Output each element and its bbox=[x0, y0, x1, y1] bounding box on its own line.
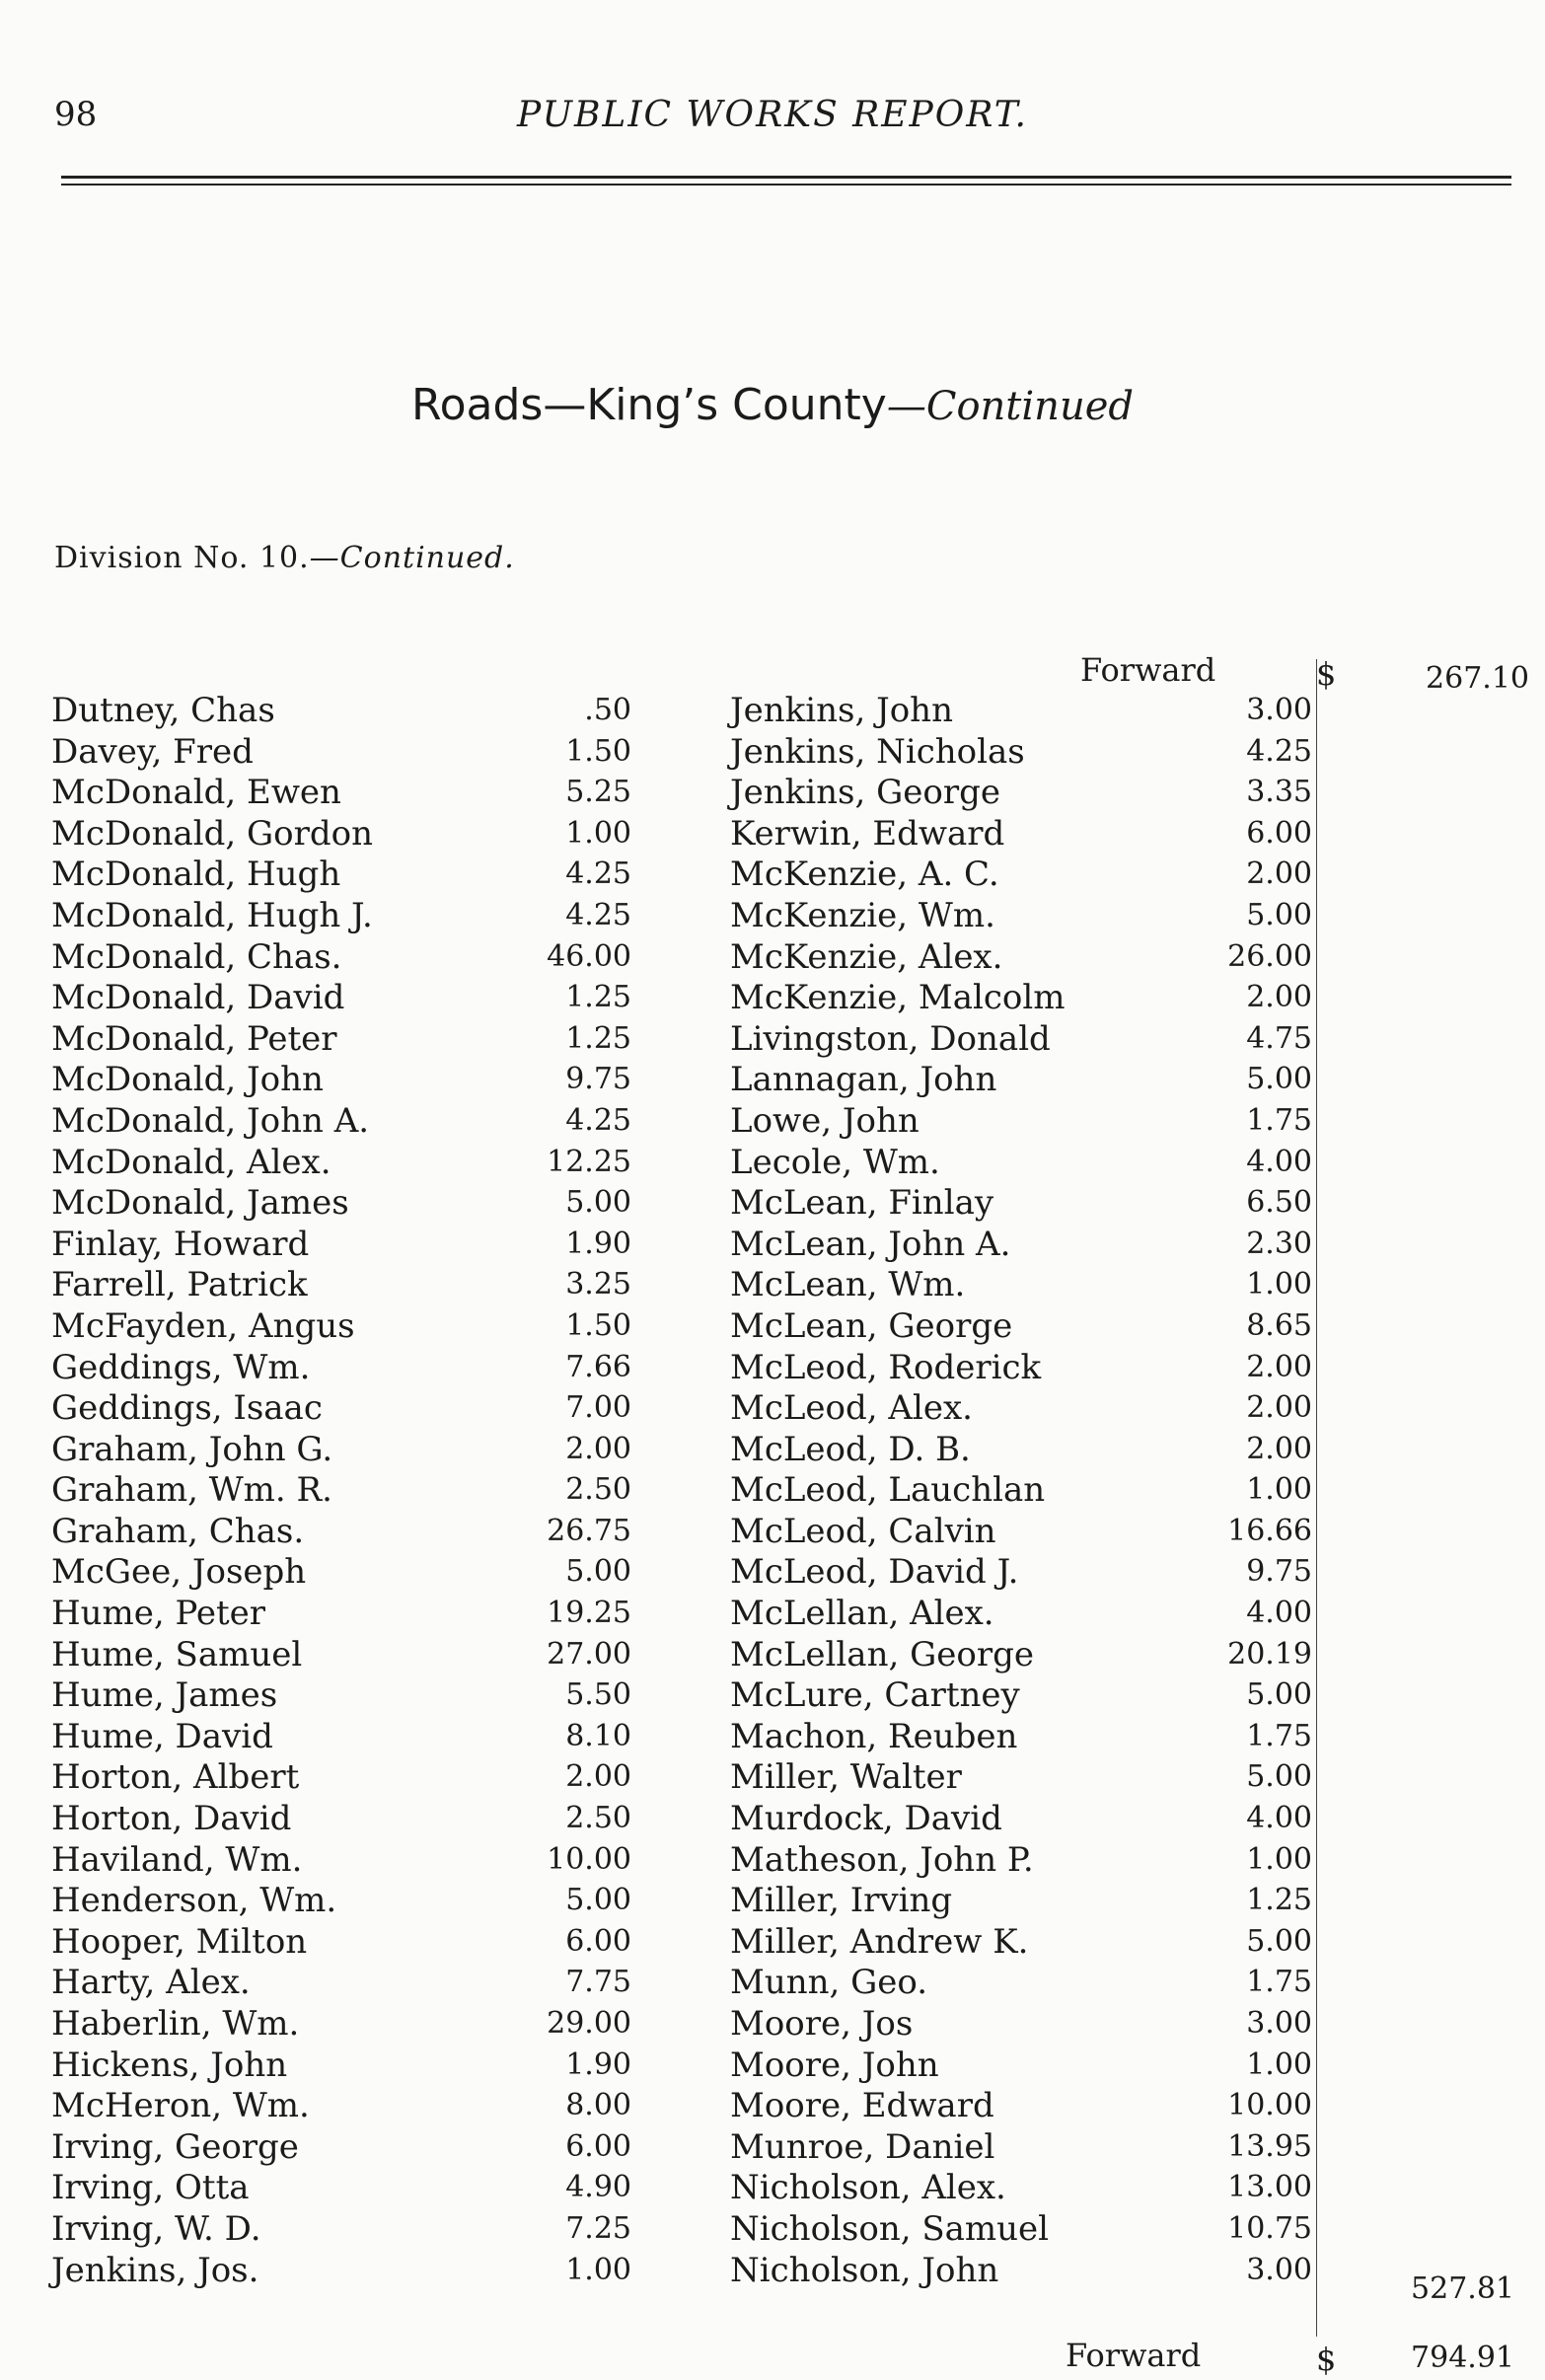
ledger-amount: 3.00 bbox=[1246, 2252, 1312, 2287]
ledger-row bbox=[51, 1019, 631, 1061]
ledger-amount: 1.50 bbox=[565, 733, 631, 769]
ledger-amount: 6.00 bbox=[565, 2128, 631, 2164]
ledger-row bbox=[51, 2127, 631, 2169]
ledger-row bbox=[730, 2209, 1312, 2251]
ledger-amount: 1.75 bbox=[1246, 1718, 1312, 1753]
ledger-amount: 2.00 bbox=[565, 1431, 631, 1466]
ledger-amount: 3.35 bbox=[1246, 775, 1312, 810]
ledger-name: Miller, Andrew K. bbox=[730, 1921, 1029, 1962]
ledger-amount: 4.25 bbox=[565, 856, 631, 892]
ledger-amount: 5.00 bbox=[565, 1883, 631, 1918]
ledger-row bbox=[51, 1717, 631, 1758]
ledger-amount: 5.00 bbox=[565, 1554, 631, 1590]
ledger-row bbox=[730, 1101, 1312, 1143]
ledger-amount: 10.00 bbox=[1227, 2088, 1312, 2123]
ledger-name: McGee, Joseph bbox=[51, 1552, 307, 1593]
ledger-name: Hume, Samuel bbox=[51, 1634, 303, 1674]
ledger-name: Graham, Chas. bbox=[51, 1511, 305, 1551]
ledger-row bbox=[730, 1799, 1312, 1840]
ledger-name: Moore, John bbox=[730, 2045, 939, 2085]
ledger-row bbox=[730, 691, 1312, 732]
ledger-amount: 1.00 bbox=[1246, 1841, 1312, 1877]
ledger-name: McLeod, Calvin bbox=[730, 1511, 996, 1551]
ledger-name: Haviland, Wm. bbox=[51, 1839, 303, 1880]
ledger-row bbox=[51, 1348, 631, 1389]
ledger-row bbox=[51, 1922, 631, 1964]
ledger-row bbox=[730, 1512, 1312, 1553]
ledger-row bbox=[730, 1265, 1312, 1306]
ledger-row bbox=[51, 1594, 631, 1635]
ledger-amount: 1.00 bbox=[1246, 1267, 1312, 1302]
ledger-name: Haberlin, Wm. bbox=[51, 2004, 300, 2044]
ledger-name: McDonald, Alex. bbox=[51, 1142, 331, 1182]
ledger-row bbox=[730, 1060, 1312, 1101]
ledger-amount: 2.00 bbox=[1246, 1349, 1312, 1384]
ledger-row bbox=[51, 896, 631, 937]
ledger-row bbox=[51, 1225, 631, 1266]
ledger-amount: 2.50 bbox=[565, 1472, 631, 1508]
forward-label-bottom: Forward bbox=[1066, 2337, 1202, 2374]
ledger-name: Lowe, John bbox=[730, 1100, 920, 1141]
ledger-row bbox=[51, 2168, 631, 2209]
division-label: Division No. 10. bbox=[54, 541, 310, 575]
ledger-row bbox=[730, 1635, 1312, 1676]
ledger-amount: 20.19 bbox=[1227, 1636, 1312, 1672]
ledger-amount: 2.30 bbox=[1246, 1226, 1312, 1261]
ledger-row bbox=[730, 2045, 1312, 2087]
ledger-name: McKenzie, Wm. bbox=[730, 895, 995, 935]
ledger-amount: 1.25 bbox=[1246, 1883, 1312, 1918]
ledger-amount: 4.75 bbox=[1246, 1020, 1312, 1056]
ledger-amount: 2.00 bbox=[1246, 1431, 1312, 1466]
ledger-amount: 4.25 bbox=[1246, 733, 1312, 769]
ledger-row bbox=[730, 1963, 1312, 2004]
ledger-amount: 4.00 bbox=[1246, 1144, 1312, 1179]
ledger-row bbox=[730, 1594, 1312, 1635]
ledger-amount: 2.00 bbox=[1246, 1390, 1312, 1426]
ledger-amount: 1.25 bbox=[565, 980, 631, 1015]
ledger-name: Horton, Albert bbox=[51, 1757, 300, 1798]
ledger-row bbox=[51, 1470, 631, 1512]
division-continued: —Continued. bbox=[309, 541, 515, 575]
ledger-name: Jenkins, Nicholas bbox=[730, 731, 1025, 772]
ledger-name: McLean, George bbox=[730, 1305, 1013, 1346]
ledger-name: Lecole, Wm. bbox=[730, 1142, 940, 1182]
ledger-name: Moore, Jos bbox=[730, 2004, 914, 2044]
ledger-name: Henderson, Wm. bbox=[51, 1881, 337, 1921]
ledger-name: Finlay, Howard bbox=[51, 1224, 310, 1264]
ledger-name: Farrell, Patrick bbox=[51, 1265, 308, 1305]
ledger-row bbox=[51, 1183, 631, 1225]
ledger-name: McLeod, Roderick bbox=[730, 1347, 1042, 1387]
ledger-row bbox=[51, 732, 631, 774]
ledger-row bbox=[730, 1757, 1312, 1799]
ledger-name: Jenkins, John bbox=[730, 691, 953, 730]
ledger-amount: 1.00 bbox=[565, 2252, 631, 2287]
ledger-amount: 4.90 bbox=[565, 2170, 631, 2205]
ledger-amount: 5.00 bbox=[565, 1185, 631, 1221]
ledger-name: Graham, John G. bbox=[51, 1429, 333, 1469]
ledger-row bbox=[51, 1675, 631, 1717]
left-ledger-column bbox=[51, 691, 631, 2291]
ledger-amount: 8.00 bbox=[565, 2088, 631, 2123]
ledger-amount: 3.00 bbox=[1246, 2006, 1312, 2041]
ledger-row bbox=[51, 1635, 631, 1676]
amount-column-rule bbox=[1316, 659, 1317, 2337]
ledger-row bbox=[51, 1512, 631, 1553]
ledger-row bbox=[51, 1881, 631, 1922]
dollar-sign-bottom: $ bbox=[1316, 2341, 1337, 2378]
ledger-amount: 1.75 bbox=[1246, 1965, 1312, 2000]
ledger-amount: 19.25 bbox=[547, 1596, 631, 1631]
ledger-name: McDonald, Hugh bbox=[51, 855, 341, 895]
ledger-name: Nicholson, Samuel bbox=[730, 2208, 1050, 2249]
ledger-row bbox=[730, 1717, 1312, 1758]
ledger-amount: 7.75 bbox=[565, 1965, 631, 2000]
ledger-row bbox=[51, 937, 631, 979]
ledger-name: McLeod, David J. bbox=[730, 1552, 1019, 1593]
ledger-row bbox=[51, 1430, 631, 1471]
ledger-name: McHeron, Wm. bbox=[51, 2086, 310, 2126]
ledger-name: Harty, Alex. bbox=[51, 1963, 251, 2003]
ledger-name: McLellan, George bbox=[730, 1634, 1034, 1674]
ledger-name: Hume, David bbox=[51, 1716, 273, 1756]
ledger-name: McDonald, John A. bbox=[51, 1100, 370, 1141]
ledger-amount: 26.75 bbox=[547, 1513, 631, 1548]
ledger-name: McDonald, Chas. bbox=[51, 936, 342, 977]
division-heading bbox=[54, 541, 515, 575]
ledger-amount: 5.00 bbox=[1246, 1923, 1312, 1959]
ledger-amount: 6.00 bbox=[565, 1923, 631, 1959]
ledger-row bbox=[730, 1306, 1312, 1348]
ledger-row bbox=[730, 1143, 1312, 1184]
ledger-row bbox=[51, 1060, 631, 1101]
ledger-row bbox=[51, 1306, 631, 1348]
ledger-name: Graham, Wm. R. bbox=[51, 1470, 332, 1511]
ledger-name: Miller, Walter bbox=[730, 1757, 962, 1798]
ledger-row bbox=[51, 691, 631, 732]
ledger-amount: 10.00 bbox=[547, 1841, 631, 1877]
ledger-row bbox=[51, 1388, 631, 1430]
ledger-row bbox=[730, 732, 1312, 774]
page-number: 98 bbox=[54, 95, 98, 134]
ledger-row bbox=[730, 1430, 1312, 1471]
ledger-name: McKenzie, Malcolm bbox=[730, 978, 1066, 1018]
ledger-row bbox=[730, 814, 1312, 855]
ledger-name: McDonald, Ewen bbox=[51, 773, 341, 813]
header-rule-thick bbox=[61, 176, 1511, 179]
ledger-row bbox=[51, 1101, 631, 1143]
ledger-row bbox=[730, 1183, 1312, 1225]
ledger-name: Munn, Geo. bbox=[730, 1963, 928, 2003]
ledger-row bbox=[51, 773, 631, 814]
ledger-row bbox=[51, 1757, 631, 1799]
ledger-amount: 9.75 bbox=[565, 1062, 631, 1097]
ledger-row bbox=[730, 1552, 1312, 1594]
forward-in-amount: 267.10 bbox=[1426, 661, 1529, 696]
section-title-continued: —Continued bbox=[886, 384, 1134, 429]
ledger-row bbox=[730, 1019, 1312, 1061]
ledger-amount: 1.00 bbox=[1246, 1472, 1312, 1508]
ledger-name: Dutney, Chas bbox=[51, 691, 275, 730]
ledger-row bbox=[51, 1963, 631, 2004]
ledger-amount: 2.50 bbox=[565, 1801, 631, 1836]
ledger-name: Davey, Fred bbox=[51, 731, 254, 772]
ledger-amount: 13.00 bbox=[1227, 2170, 1312, 2205]
ledger-row bbox=[51, 2086, 631, 2127]
ledger-row bbox=[51, 2045, 631, 2087]
ledger-amount: 9.75 bbox=[1246, 1554, 1312, 1590]
forward-out-amount: 794.91 bbox=[1411, 2341, 1514, 2375]
ledger-row bbox=[730, 1881, 1312, 1922]
ledger-name: McDonald, John bbox=[51, 1060, 324, 1100]
ledger-amount: 4.00 bbox=[1246, 1596, 1312, 1631]
ledger-name: McDonald, Gordon bbox=[51, 813, 374, 854]
ledger-name: McLellan, Alex. bbox=[730, 1594, 994, 1634]
ledger-amount: 3.25 bbox=[565, 1267, 631, 1302]
ledger-row bbox=[730, 2004, 1312, 2045]
ledger-row bbox=[730, 1922, 1312, 1964]
header-rule-thin bbox=[61, 184, 1511, 186]
ledger-name: Nicholson, John bbox=[730, 2250, 999, 2290]
ledger-amount: 16.66 bbox=[1227, 1513, 1312, 1548]
ledger-amount: 7.25 bbox=[565, 2210, 631, 2246]
ledger-amount: 6.00 bbox=[1246, 815, 1312, 851]
ledger-row bbox=[730, 2086, 1312, 2127]
ledger-name: McLeod, Lauchlan bbox=[730, 1470, 1046, 1511]
ledger-amount: 5.50 bbox=[565, 1677, 631, 1713]
ledger-row bbox=[730, 1840, 1312, 1882]
ledger-name: McLure, Cartney bbox=[730, 1675, 1020, 1716]
ledger-name: McLeod, Alex. bbox=[730, 1388, 973, 1429]
ledger-amount: 5.00 bbox=[1246, 1677, 1312, 1713]
ledger-amount: 5.00 bbox=[1246, 1759, 1312, 1795]
ledger-name: McLeod, D. B. bbox=[730, 1429, 971, 1469]
ledger-row bbox=[51, 1265, 631, 1306]
ledger-name: McKenzie, A. C. bbox=[730, 855, 999, 895]
ledger-amount: 8.65 bbox=[1246, 1307, 1312, 1343]
ledger-row bbox=[730, 2168, 1312, 2209]
ledger-name: Moore, Edward bbox=[730, 2086, 994, 2126]
ledger-row bbox=[51, 1799, 631, 1840]
ledger-name: Kerwin, Edward bbox=[730, 813, 1005, 854]
ledger-name: McFayden, Angus bbox=[51, 1305, 355, 1346]
ledger-row bbox=[730, 896, 1312, 937]
ledger-row bbox=[730, 978, 1312, 1019]
ledger-amount: 5.25 bbox=[565, 775, 631, 810]
ledger-amount: 27.00 bbox=[547, 1636, 631, 1672]
ledger-amount: 12.25 bbox=[547, 1144, 631, 1179]
ledger-row bbox=[730, 1348, 1312, 1389]
ledger-name: McLean, Wm. bbox=[730, 1265, 966, 1305]
ledger-amount: 13.95 bbox=[1227, 2128, 1312, 2164]
ledger-row bbox=[51, 2004, 631, 2045]
ledger-name: Horton, David bbox=[51, 1799, 292, 1839]
ledger-amount: 4.25 bbox=[565, 1102, 631, 1138]
ledger-amount: 8.10 bbox=[565, 1718, 631, 1753]
ledger-name: Irving, W. D. bbox=[51, 2208, 261, 2249]
ledger-row bbox=[51, 978, 631, 1019]
ledger-name: Lannagan, John bbox=[730, 1060, 997, 1100]
ledger-row bbox=[51, 2251, 631, 2292]
ledger-row bbox=[51, 1143, 631, 1184]
ledger-amount: 2.00 bbox=[1246, 980, 1312, 1015]
ledger-name: Irving, George bbox=[51, 2126, 299, 2167]
ledger-amount: 4.25 bbox=[565, 897, 631, 932]
ledger-row bbox=[730, 1225, 1312, 1266]
ledger-amount: 2.00 bbox=[1246, 856, 1312, 892]
ledger-amount: 1.25 bbox=[565, 1020, 631, 1056]
ledger-name: Hume, James bbox=[51, 1675, 278, 1716]
ledger-name: McDonald, Hugh J. bbox=[51, 895, 373, 935]
ledger-row bbox=[730, 773, 1312, 814]
ledger-amount: 2.00 bbox=[565, 1759, 631, 1795]
ledger-row bbox=[51, 2209, 631, 2251]
ledger-name: Munroe, Daniel bbox=[730, 2126, 995, 2167]
ledger-amount: 3.00 bbox=[1246, 693, 1312, 727]
ledger-amount: 46.00 bbox=[547, 938, 631, 974]
section-title-main: Roads—King’s County bbox=[411, 380, 887, 430]
ledger-amount: 1.90 bbox=[565, 1226, 631, 1261]
ledger-name: McLean, Finlay bbox=[730, 1183, 994, 1224]
ledger-amount: .50 bbox=[584, 693, 631, 727]
ledger-name: Jenkins, George bbox=[730, 773, 1000, 813]
ledger-row bbox=[730, 2251, 1312, 2292]
ledger-amount: 1.75 bbox=[1246, 1102, 1312, 1138]
ledger-name: Hooper, Milton bbox=[51, 1921, 308, 1962]
ledger-amount: 10.75 bbox=[1227, 2210, 1312, 2246]
ledger-amount: 6.50 bbox=[1246, 1185, 1312, 1221]
ledger-row bbox=[51, 1552, 631, 1594]
ledger-name: Matheson, John P. bbox=[730, 1839, 1034, 1880]
ledger-amount: 29.00 bbox=[547, 2006, 631, 2041]
ledger-name: Geddings, Wm. bbox=[51, 1347, 311, 1387]
ledger-amount: 7.00 bbox=[565, 1390, 631, 1426]
ledger-name: Irving, Otta bbox=[51, 2168, 250, 2208]
ledger-name: Geddings, Isaac bbox=[51, 1388, 323, 1429]
ledger-row bbox=[730, 1675, 1312, 1717]
ledger-name: Miller, Irving bbox=[730, 1881, 953, 1921]
ledger-row bbox=[730, 1388, 1312, 1430]
ledger-name: Hickens, John bbox=[51, 2045, 288, 2085]
ledger-row bbox=[730, 855, 1312, 896]
ledger-amount: 4.00 bbox=[1246, 1801, 1312, 1836]
ledger-row bbox=[730, 2127, 1312, 2169]
ledger-name: McDonald, David bbox=[51, 978, 345, 1018]
ledger-row bbox=[730, 937, 1312, 979]
ledger-amount: 1.00 bbox=[565, 815, 631, 851]
ledger-amount: 1.00 bbox=[1246, 2046, 1312, 2082]
ledger-name: Hume, Peter bbox=[51, 1594, 266, 1634]
right-ledger-column bbox=[730, 691, 1312, 2291]
ledger-name: Livingston, Donald bbox=[730, 1018, 1051, 1059]
ledger-name: McDonald, Peter bbox=[51, 1018, 337, 1059]
ledger-name: McKenzie, Alex. bbox=[730, 936, 1003, 977]
ledger-name: Murdock, David bbox=[730, 1799, 1002, 1839]
ledger-amount: 5.00 bbox=[1246, 897, 1312, 932]
ledger-name: Machon, Reuben bbox=[730, 1716, 1018, 1756]
ledger-name: McDonald, James bbox=[51, 1183, 349, 1224]
section-title bbox=[0, 380, 1545, 430]
ledger-amount: 26.00 bbox=[1227, 938, 1312, 974]
ledger-amount: 7.66 bbox=[565, 1349, 631, 1384]
ledger-row bbox=[51, 855, 631, 896]
forward-label-top: Forward bbox=[1080, 651, 1216, 689]
subtotal-amount: 527.81 bbox=[1411, 2271, 1514, 2306]
ledger-amount: 1.50 bbox=[565, 1307, 631, 1343]
ledger-row bbox=[730, 1470, 1312, 1512]
ledger-row bbox=[51, 814, 631, 855]
ledger-name: McLean, John A. bbox=[730, 1224, 1011, 1264]
ledger-amount: 5.00 bbox=[1246, 1062, 1312, 1097]
ledger-amount: 1.90 bbox=[565, 2046, 631, 2082]
ledger-name: Jenkins, Jos. bbox=[51, 2250, 259, 2290]
ledger-row bbox=[51, 1840, 631, 1882]
running-title: PUBLIC WORKS REPORT. bbox=[517, 95, 1028, 135]
dollar-sign-top: $ bbox=[1316, 655, 1337, 693]
ledger-name: Nicholson, Alex. bbox=[730, 2168, 1006, 2208]
